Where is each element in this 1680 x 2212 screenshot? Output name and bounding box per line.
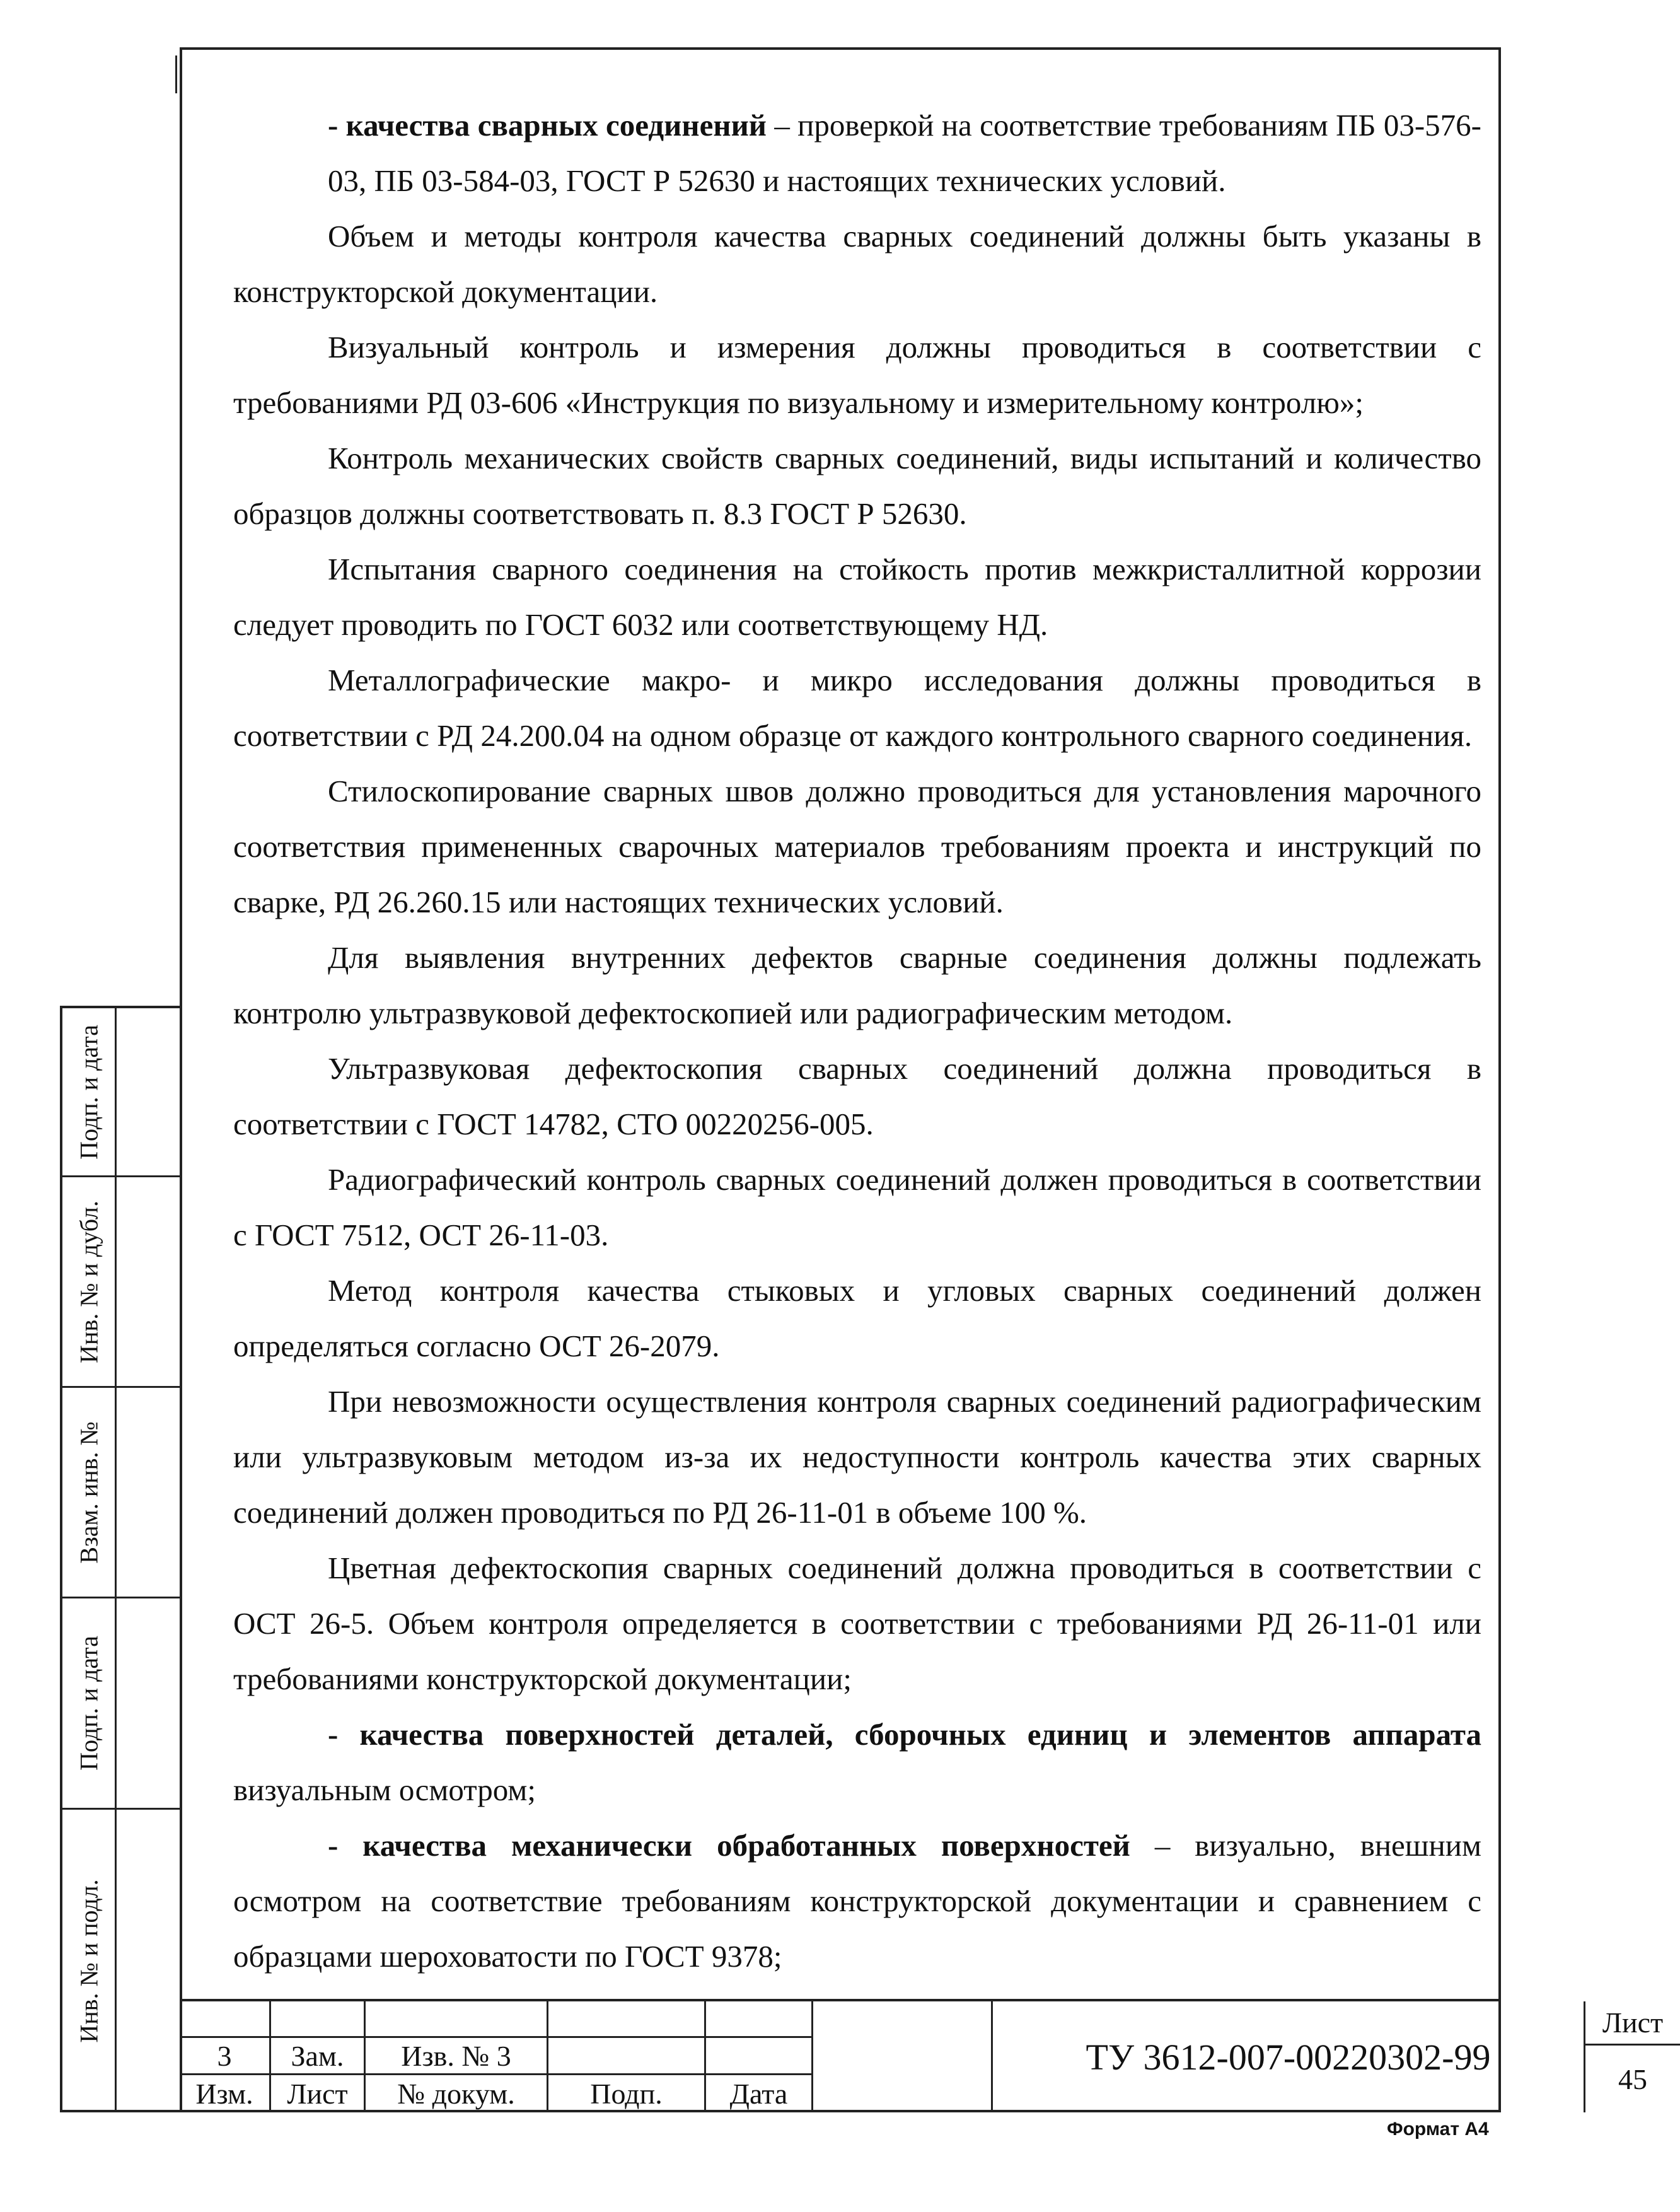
paragraph: Радиографический контроль сварных соединений должен проводиться в соответствии с ГОСТ 7512, ОСТ 26-11-03. <box>233 1162 1481 1252</box>
sheet-label: Лист <box>1585 2001 1680 2046</box>
tb-cell-empty <box>180 2001 271 2038</box>
tb-cell-empty <box>706 2001 813 2038</box>
bold-heading: - качества механически обработанных поверхностей <box>328 1828 1130 1863</box>
side-row-repl-inv <box>62 1388 180 1598</box>
margin-tick <box>175 55 177 93</box>
paragraph: Метод контроля качества стыковых и угловых сварных соединений должен определяться согласно ОСТ 26-2079. <box>233 1273 1481 1363</box>
tb-sheet-type: Зам. <box>271 2038 366 2075</box>
paragraph-weld-quality: - качества сварных соединений – проверкой на соответствие требованиям ПБ 03-576-03, ПБ 03-584-03, ГОСТ Р 52630 и настоящих технических условий. <box>328 108 1481 198</box>
side-row-sign-date-1 <box>62 1008 180 1177</box>
tb-spacer <box>813 2001 993 2112</box>
side-label: Подп. и дата <box>74 1024 103 1160</box>
paragraph: Цветная дефектоскопия сварных соединений должна проводиться в соответствии с ОСТ 26-5. Объем контроля определяется в соответствии с требованиями РД 26-11-01 или требованиями конструкторской документации; <box>233 1551 1481 1696</box>
paragraph-surface-quality: - качества поверхностей деталей, сборочных единиц и элементов аппарата визуальным осмотром; <box>233 1717 1481 1807</box>
tb-cell-empty <box>271 2001 366 2038</box>
paragraph: Для выявления внутренних дефектов сварные соединения должны подлежать контролю ультразвуковой дефектоскопией или радиографическим методом. <box>233 940 1481 1030</box>
bold-heading: - качества сварных соединений <box>328 108 767 143</box>
tb-header-signature: Подп. <box>548 2075 706 2112</box>
document-number: ТУ 3612-007-00220302-99 <box>993 2001 1585 2112</box>
paragraph: Ультразвуковая дефектоскопия сварных соединений должна проводиться в соответствии с ГОСТ 14782, СТО 00220256-005. <box>233 1051 1481 1141</box>
paragraph: Испытания сварного соединения на стойкость против межкристаллитной коррозии следует проводить по ГОСТ 6032 или соответствующему НД. <box>233 552 1481 642</box>
side-row-dup-inv <box>62 1177 180 1388</box>
paragraph: Контроль механических свойств сварных соединений, виды испытаний и количество образцов должны соответствовать п. 8.3 ГОСТ Р 52630. <box>233 441 1481 531</box>
tb-cell-empty <box>548 2001 706 2038</box>
side-row-orig-inv <box>62 1810 180 2112</box>
title-block <box>180 1999 1664 2112</box>
tb-header-date: Дата <box>706 2075 813 2112</box>
format-label: Формат А4 <box>1387 2119 1489 2139</box>
tb-date <box>706 2038 813 2075</box>
paragraph-machined-quality: - качества механически обработанных поверхностей – визуально, внешним осмотром на соответствие требованиям конструкторской документации и сравнением с образцами шероховатости по ГОСТ 9378; <box>233 1828 1481 1974</box>
side-label: Инв. № и дубл. <box>74 1200 103 1363</box>
bold-heading: - качества поверхностей деталей, сборочных единиц и элементов аппарата <box>328 1717 1481 1752</box>
tb-header-doc: № докум. <box>366 2075 548 2112</box>
paragraph: Визуальный контроль и измерения должны проводиться в соответствии с требованиями РД 03-606 «Инструкция по визуальному и измерительному контролю»; <box>233 330 1481 420</box>
side-label: Инв. № и подл. <box>74 1879 103 2043</box>
side-row-sign-date-2 <box>62 1598 180 1810</box>
tb-cell-empty <box>366 2001 548 2038</box>
paragraph: Стилоскопирование сварных швов должно проводиться для установления марочного соответствия примененных сварочных материалов требованиям проекта и инструкций по сварке, РД 26.260.15 или настоящих технических условий. <box>233 774 1481 919</box>
side-label: Подп. и дата <box>74 1636 103 1771</box>
tb-header-sheet: Лист <box>271 2075 366 2112</box>
tb-signature <box>548 2038 706 2075</box>
paragraph: Объем и методы контроля качества сварных соединений должны быть указаны в конструкторской документации. <box>233 219 1481 309</box>
side-label: Взам. инв. № <box>74 1421 103 1564</box>
side-stamp <box>60 1006 180 2112</box>
tb-header-change: Изм. <box>180 2075 271 2112</box>
sheet-number: 45 <box>1618 2063 1647 2095</box>
document-body <box>233 98 1481 1984</box>
tb-change-number: 3 <box>180 2038 271 2075</box>
paragraph: Металлографические макро- и микро исследования должны проводиться в соответствии с РД 24.200.04 на одном образце от каждого контрольного сварного соединения. <box>233 663 1481 753</box>
tb-doc-number: Изв. № 3 <box>366 2038 548 2075</box>
paragraph: При невозможности осуществления контроля сварных соединений радиографическим или ультразвуковым методом из-за их недоступности контроль качества этих сварных соединений должен проводиться по РД 26-11-01 в объеме 100 %. <box>233 1384 1481 1530</box>
